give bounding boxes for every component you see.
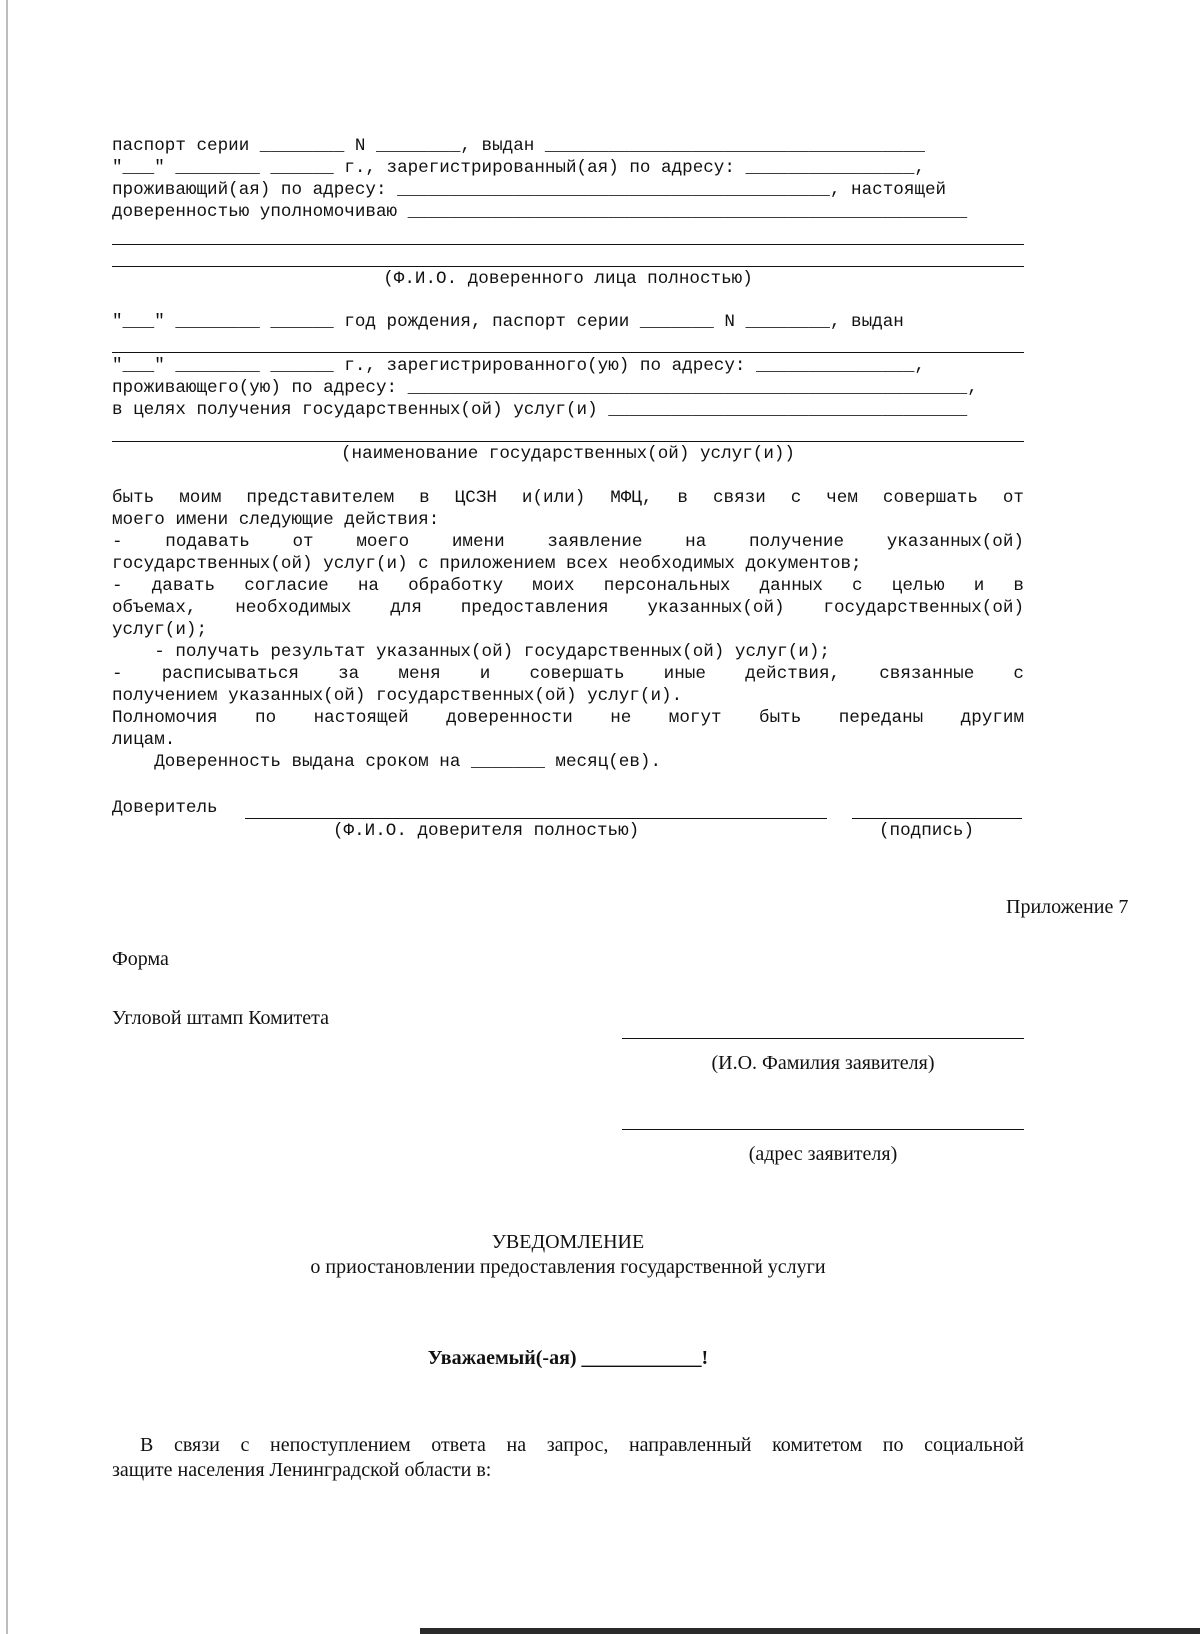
trustee-registration-line: "___" ________ ______ г., зарегистрированного(ую) по адресу: _______________, [112,356,925,376]
grantor-name-caption: (Ф.И.О. доверителя полностью) [333,821,640,841]
scan-bottom-edge [420,1628,1200,1634]
powers-line: - подавать от моего имени заявление на получение указанных(ой) [112,532,1024,552]
corner-stamp-label: Угловой штамп Комитета [112,1007,330,1029]
term-line: Доверенность выдана сроком на _______ месяц(ев). [112,752,662,772]
service-purpose-line: в целях получения государственных(ой) услуг(и) __________________________________ [112,400,968,420]
authorize-line: доверенностью уполномочиваю _____________________________________________________ [112,202,968,222]
residence-line: проживающий(ая) по адресу: _________________________________________, настоящей [112,180,947,200]
registration-line: "___" ________ ______ г., зарегистрированный(ая) по адресу: ________________, [112,158,925,178]
blank-line [112,352,1024,353]
powers-line: услуг(и); [112,620,208,640]
powers-line: получением указанных(ой) государственных(ой) услуг(и). [112,686,683,706]
powers-line: - расписываться за меня и совершать иные действия, связанные с [112,664,1024,684]
grantor-label: Доверитель [112,798,218,818]
applicant-address-caption: (адрес заявителя) [748,1143,898,1165]
notice-subtitle: о приостановлении предоставления государственной услуги [310,1256,826,1278]
powers-line: - получать результат указанных(ой) государственных(ой) услуг(и); [112,642,830,662]
scan-left-edge [6,0,8,1634]
salutation: Уважаемый(-ая) ____________! [427,1347,709,1369]
grantor-name-line [245,818,827,819]
trustee-name-caption: (Ф.И.О. доверенного лица полностью) [383,269,753,289]
signature-line [852,818,1022,819]
appendix-label: Приложение 7 [1006,896,1129,918]
trustee-birth-line: "___" ________ ______ год рождения, паспорт серии _______ N ________, выдан [112,312,904,332]
notice-body-line: защите населения Ленинградской области в: [112,1459,492,1481]
blank-line [112,441,1024,442]
form-label: Форма [112,948,169,970]
passport-line: паспорт серии ________ N ________, выдан ____________________________________ [112,136,925,156]
blank-line [112,244,1024,245]
service-name-caption: (наименование государственных(ой) услуг(и)) [341,444,795,464]
blank-line [112,266,1024,267]
applicant-name-line [622,1038,1024,1039]
powers-line: - давать согласие на обработку моих персональных данных с целью и в [112,576,1024,596]
powers-line: государственных(ой) услуг(и) с приложением всех необходимых документов; [112,554,862,574]
powers-line: моего имени следующие действия: [112,510,440,530]
notice-body-line: В связи с непоступлением ответа на запрос, направленный комитетом по социальной [140,1434,1024,1456]
trustee-residence-line: проживающего(ую) по адресу: _____________________________________________________, [112,378,978,398]
applicant-address-line [622,1129,1024,1130]
signature-caption: (подпись) [879,821,975,841]
powers-line: объемах, необходимых для предоставления указанных(ой) государственных(ой) [112,598,1024,618]
powers-line: Полномочия по настоящей доверенности не могут быть переданы другим [112,708,1024,728]
powers-line: быть моим представителем в ЦСЗН и(или) МФЦ, в связи с чем совершать от [112,488,1024,508]
powers-line: лицам. [112,730,176,750]
notice-title: УВЕДОМЛЕНИЕ [491,1231,645,1253]
applicant-name-caption: (И.О. Фамилия заявителя) [711,1052,935,1074]
